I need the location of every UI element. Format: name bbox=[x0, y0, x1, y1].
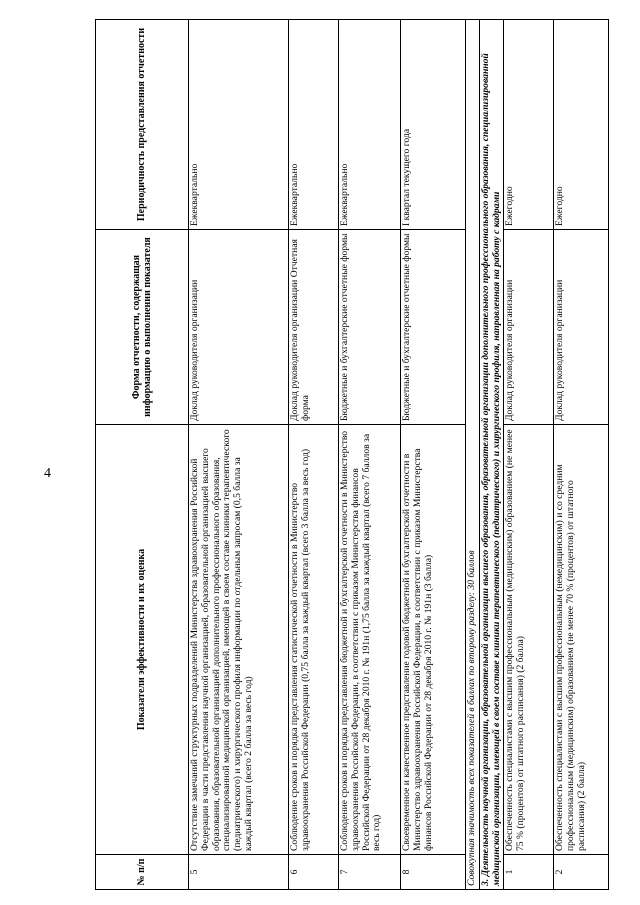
row-num: 6 bbox=[289, 855, 339, 890]
total-score-text: Совокупная значимость всех показателей в баллах по второму разделу: 30 баллов bbox=[466, 20, 480, 890]
row-form: Бюджетные и бухгалтерские отчетные формы bbox=[339, 230, 401, 425]
row-indicator: Обеспеченность специалистами с высшим профессиональным (медицинским) образованием (не менее 75 % (процентов) от штатного расписания) (2 балла) bbox=[504, 425, 554, 855]
section-row bbox=[479, 20, 504, 890]
page-number: 4 bbox=[44, 466, 51, 481]
section-title: 3. Деятельность научной организации, образовательной организации высшего образования, образовательной организации дополнительного профессионального образования, специализированной медицинской организации, имеющей в своем составе клиники терапевтического (педиатрического) и хирургического профиля, направленная на работу с кадрами bbox=[479, 20, 504, 890]
table-row bbox=[401, 20, 466, 890]
header-num: № п/п bbox=[96, 855, 189, 890]
row-period: Ежегодно bbox=[504, 20, 554, 230]
header-indicator: Показатели эффективности и их оценка bbox=[96, 425, 189, 855]
header-period: Периодичность представления отчетности bbox=[96, 20, 189, 230]
row-indicator: Своевременное и качественное представление годовой бюджетной и бухгалтерской отчетности в Министерство здравоохранения Российской Федерации, в соответствии с приказом Министерства финансов Российской Федерации от 28 декабря 2010 г. № 191н (3 балла) bbox=[401, 425, 466, 855]
indicators-table bbox=[95, 19, 609, 890]
table-row bbox=[339, 20, 401, 890]
total-row bbox=[466, 20, 480, 890]
row-period: I квартал текущего года bbox=[401, 20, 466, 230]
row-indicator: Обеспеченность специалистами с высшим профессиональным (немедицинским) и со средним профессиональным (медицинским) образованием (не менее 70 % (процентов) от штатного расписания) (2 балла) bbox=[554, 425, 609, 855]
row-indicator: Соблюдение сроков и порядка представления бюджетной и бухгалтерской отчетности в Министерство здравоохранения Российской Федерации, в соответствии с приказом Министерства финансов Российской Федерации от 28 декабря 2010 г. № 191н (1,75 балла за каждый квартал (всего 7 баллов за весь год) bbox=[339, 425, 401, 855]
row-form: Доклад руководителя организации bbox=[504, 230, 554, 425]
row-num: 8 bbox=[401, 855, 466, 890]
table-header-row bbox=[96, 20, 189, 890]
row-indicator: Соблюдение сроков и порядка представления статистической отчетности в Министерство здравоохранения Российской Федерации (0,75 балла за каждый квартал (всего 3 балла за весь год) bbox=[289, 425, 339, 855]
row-form: Доклад руководителя организации bbox=[189, 230, 289, 425]
row-period: Ежегодно bbox=[554, 20, 609, 230]
row-period: Ежеквартально bbox=[289, 20, 339, 230]
row-indicator: Отсутствие замечаний структурных подразделений Министерства здравоохранения Российской Федерации в части представления научной организацией, образовательной организацией высшего образования, образовательной организацией дополнительного профессионального образования, специализированной медицинской организацией, имеющей в своем составе клиники терапевтического (педиатрического) и хирургического профиля информации по отдельным запросам (0,5 балла за каждый квартал (всего 2 балла за весь год) bbox=[189, 425, 289, 855]
row-period: Ежеквартально bbox=[339, 20, 401, 230]
row-period: Ежеквартально bbox=[189, 20, 289, 230]
row-num: 1 bbox=[504, 855, 554, 890]
row-num: 5 bbox=[189, 855, 289, 890]
rotated-table-container bbox=[95, 20, 620, 890]
row-num: 7 bbox=[339, 855, 401, 890]
header-form: Форма отчетности, содержащая информацию о выполнении показателя bbox=[96, 230, 189, 425]
table-row bbox=[189, 20, 289, 890]
table-row bbox=[289, 20, 339, 890]
table-row bbox=[554, 20, 609, 890]
row-form: Доклад руководителя организации bbox=[554, 230, 609, 425]
row-num: 2 bbox=[554, 855, 609, 890]
row-form: Доклад руководителя организации Отчетная форма bbox=[289, 230, 339, 425]
table-row bbox=[504, 20, 554, 890]
row-form: Бюджетные и бухгалтерские отчетные формы bbox=[401, 230, 466, 425]
